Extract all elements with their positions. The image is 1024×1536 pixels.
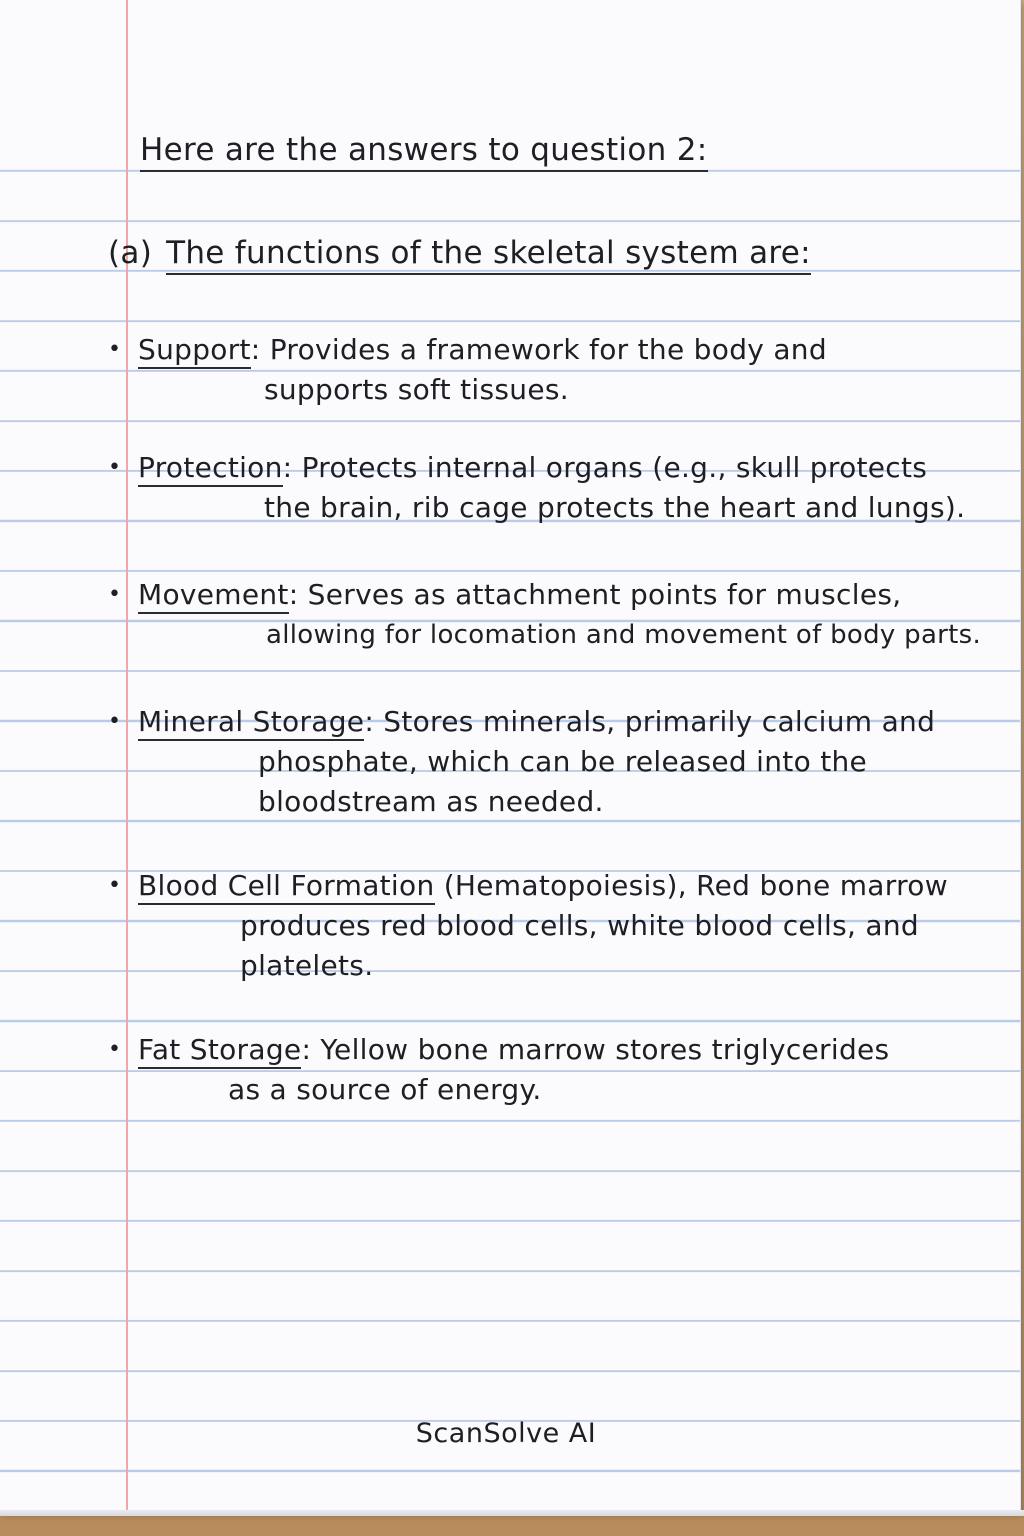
item-first-text: Provides a framework for the body and	[260, 333, 827, 366]
item-separator: :	[250, 333, 261, 366]
list-item-movement	[108, 575, 982, 655]
part-text: The functions of the skeletal system are:	[166, 235, 811, 275]
item-first-line	[108, 448, 968, 488]
item-continuation: as a source of energy.	[228, 1073, 542, 1106]
item-separator: :	[282, 451, 293, 484]
item-separator: :	[364, 705, 375, 738]
item-term: Protection	[138, 451, 283, 487]
item-first-text: Yellow bone marrow stores triglycerides	[311, 1033, 890, 1066]
bullet-icon: •	[108, 709, 122, 734]
item-first-text: Red bone marrow	[686, 869, 948, 902]
list-item-protection	[108, 448, 968, 528]
item-continuation: platelets.	[240, 949, 374, 982]
item-continuation: bloodstream as needed.	[258, 785, 604, 818]
bullet-icon: •	[108, 582, 122, 607]
item-continuation: the brain, rib cage protects the heart and lungs).	[264, 491, 966, 524]
item-separator: :	[288, 578, 299, 611]
item-first-line	[108, 702, 968, 742]
item-first-line	[108, 1030, 968, 1070]
item-continuation: allowing for locomation and movement of body parts.	[266, 620, 982, 650]
page-stack-edge	[0, 1510, 1024, 1516]
item-term: Support	[138, 333, 251, 369]
item-first-text: Serves as attachment points for muscles,	[298, 578, 902, 611]
bullet-icon: •	[108, 455, 122, 480]
brand-watermark: ScanSolve AI	[415, 1418, 597, 1449]
item-continuation: phosphate, which can be released into the	[258, 745, 868, 778]
bullet-icon: •	[108, 873, 122, 898]
part-a-heading	[108, 234, 811, 272]
bullet-icon: •	[108, 337, 122, 362]
item-separator: :	[301, 1033, 312, 1066]
item-term: Movement	[138, 578, 289, 614]
item-first-line	[108, 866, 968, 906]
item-term: Blood Cell Formation	[138, 869, 435, 905]
part-label: (a)	[108, 235, 153, 271]
item-continuation: produces red blood cells, white blood cells, and	[240, 909, 919, 942]
item-first-line	[108, 330, 968, 370]
item-term: Mineral Storage	[138, 705, 364, 741]
item-first-line	[108, 575, 968, 615]
item-continuation: supports soft tissues.	[264, 373, 569, 406]
list-item-blood-cell-formation	[108, 866, 968, 986]
bullet-icon: •	[108, 1037, 122, 1062]
answer-heading: Here are the answers to question 2:	[140, 132, 708, 172]
list-item-support	[108, 330, 968, 410]
item-first-text: Stores minerals, primarily calcium and	[374, 705, 936, 738]
item-separator: (Hematopoiesis),	[434, 869, 687, 902]
item-term: Fat Storage	[138, 1033, 301, 1069]
list-item-fat-storage	[108, 1030, 968, 1110]
item-first-text: Protects internal organs (e.g., skull protects	[292, 451, 928, 484]
list-item-mineral-storage	[108, 702, 968, 822]
